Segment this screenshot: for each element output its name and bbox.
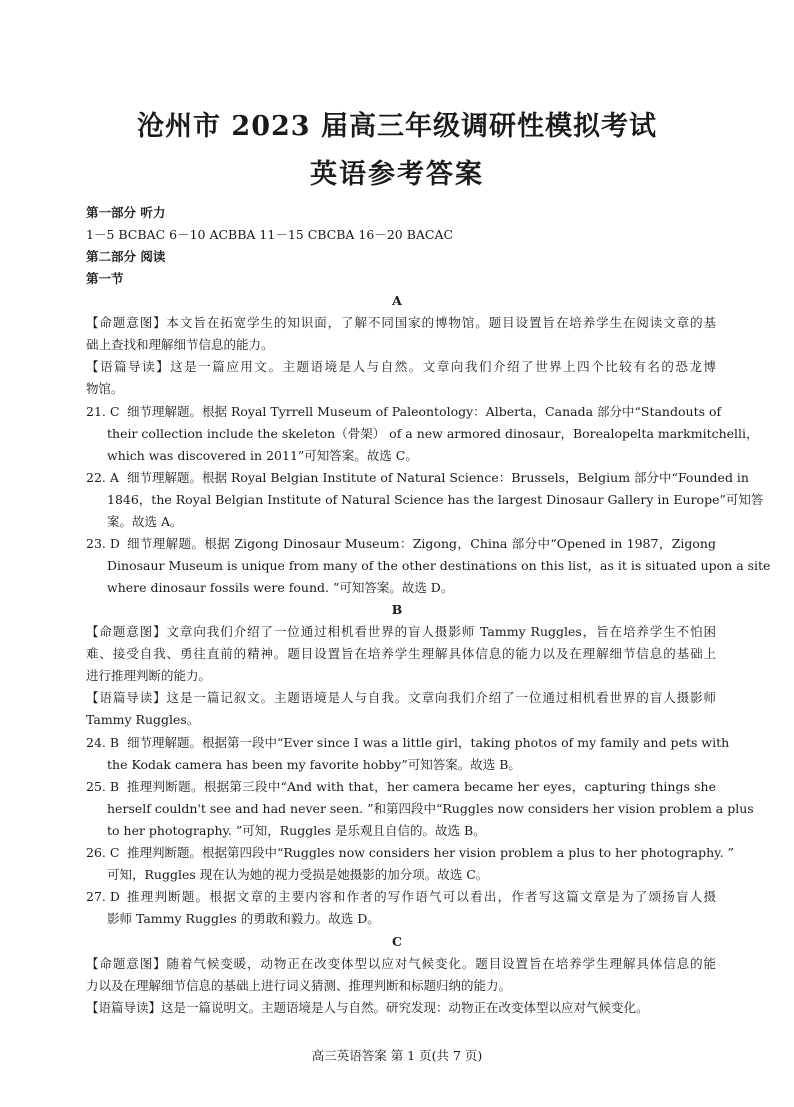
passage-c-intent: 【命题意图】随着气候变暖，动物正在改变体型以应对气候变化。题目设置旨在培养学生理解具体信息的能: [86, 956, 716, 971]
q26-number: 26. C: [86, 845, 120, 860]
page-subtitle: 英语参考答案: [310, 159, 484, 190]
passage-c-guide: 【语篇导读】这是一篇说明文。主题语境是人与自然。研究发现：动物正在改变体型以应对气候变化。: [86, 1000, 649, 1015]
q23-line1: 细节理解题。根据 Zigong Dinosaur Museum：Zigong，China 部分中“Opened in 1987，Zigong: [127, 536, 716, 551]
q24-line2: the Kodak camera has been my favorite hobby”可知答案。故选 B。: [107, 757, 521, 772]
section1-heading: 第一节: [86, 271, 124, 286]
q24-number: 24. B: [86, 735, 120, 750]
passage-a-intent-cont: 础上查找和理解细节信息的能力。: [86, 337, 274, 352]
passage-b-letter: B: [391, 602, 403, 617]
passage-a-letter: A: [392, 293, 402, 308]
q26-line1: 推理判断题。根据第四段中“Ruggles now considers her vision problem a plus to her photography. ”: [127, 845, 734, 860]
q27-line1: 推理判断题。根据文章的主要内容和作者的写作语气可以看出，作者写这篇文章是为了颂扬盲人摄: [127, 889, 716, 904]
passage-a-guide: 【语篇导读】这是一篇应用文。主题语境是人与自然。文章向我们介绍了世界上四个比较有名的恐龙博: [86, 359, 716, 374]
passage-b-guide: 【语篇导读】这是一篇记叙文。主题语境是人与自我。文章向我们介绍了一位通过相机看世界的盲人摄影师: [86, 690, 716, 705]
q22-line2: 1846，the Royal Belgian Institute of Natural Science has the largest Dinosaur Gallery in Europe”可知答: [107, 492, 764, 507]
q21-number: 21. C: [86, 404, 120, 419]
q22-line3: 案。故选 A。: [107, 514, 183, 529]
page-footer: 高三英语答案 第 1 页(共 7 页): [311, 1048, 483, 1063]
q25-line3: to her photography. ”可知，Ruggles 是乐观且自信的。故选 B。: [107, 823, 486, 838]
q22-number: 22. A: [86, 470, 119, 485]
q21-line2: their collection include the skeleton（骨架） of a new armored dinosaur，Borealopelta markmitchelli，: [107, 426, 759, 441]
q21-line1: 细节理解题。根据 Royal Tyrrell Museum of Paleontology：Alberta，Canada 部分中“Standouts of: [127, 404, 722, 419]
passage-c-intent-cont: 力以及在理解细节信息的基础上进行词义猜测、推理判断和标题归纳的能力。: [86, 978, 512, 993]
passage-c-letter: C: [392, 934, 402, 949]
passage-b-intent: 【命题意图】文章向我们介绍了一位通过相机看世界的盲人摄影师 Tammy Ruggles，旨在培养学生不怕困: [86, 624, 716, 639]
passage-b-intent-cont: 难、接受自我、勇往直前的精神。题目设置旨在培养学生理解具体信息的能力以及在理解细节信息的基础上: [86, 646, 716, 661]
q27-line2: 影师 Tammy Ruggles 的勇敢和毅力。故选 D。: [107, 911, 380, 926]
passage-b-intent-end: 进行推理判断的能力。: [86, 668, 212, 683]
page-title: 沧州市 2023 届高三年级调研性模拟考试: [137, 111, 657, 142]
part1-answers: 1－5 BCBAC 6－10 ACBBA 11－15 CBCBA 16－20 BACAC: [86, 227, 454, 242]
q25-line2: herself couldn't see and had never seen. ”和第四段中“Ruggles now considers her vision problem a plus: [107, 801, 754, 816]
q23-line2: Dinosaur Museum is unique from many of the other destinations on this list，as it is situated upon a site: [107, 558, 771, 573]
q23-number: 23. D: [86, 536, 120, 551]
q26-line2: 可知，Ruggles 现在认为她的视力受损是她摄影的加分项。故选 C。: [107, 867, 489, 882]
q23-line3: where dinosaur fossils were found. ”可知答案。故选 D。: [107, 580, 454, 595]
q25-number: 25. B: [86, 779, 120, 794]
passage-b-guide-cont: Tammy Ruggles。: [86, 712, 200, 727]
passage-a-intent: 【命题意图】本文旨在拓宽学生的知识面，了解不同国家的博物馆。题目设置旨在培养学生在阅读文章的基: [86, 315, 716, 330]
q25-line1: 推理判断题。根据第三段中“And with that，her camera became her eyes，capturing things she: [127, 779, 716, 794]
passage-a-guide-cont: 物馆。: [86, 381, 124, 396]
part1-heading: 第一部分 听力: [86, 205, 166, 220]
q27-number: 27. D: [86, 889, 120, 904]
q24-line1: 细节理解题。根据第一段中“Ever since I was a little girl，taking photos of my family and pets with: [127, 735, 730, 750]
part2-heading: 第二部分 阅读: [86, 249, 166, 264]
q22-line1: 细节理解题。根据 Royal Belgian Institute of Natural Science：Brussels，Belgium 部分中“Founded in: [127, 470, 749, 485]
q21-line3: which was discovered in 2011”可知答案。故选 C。: [107, 448, 418, 463]
